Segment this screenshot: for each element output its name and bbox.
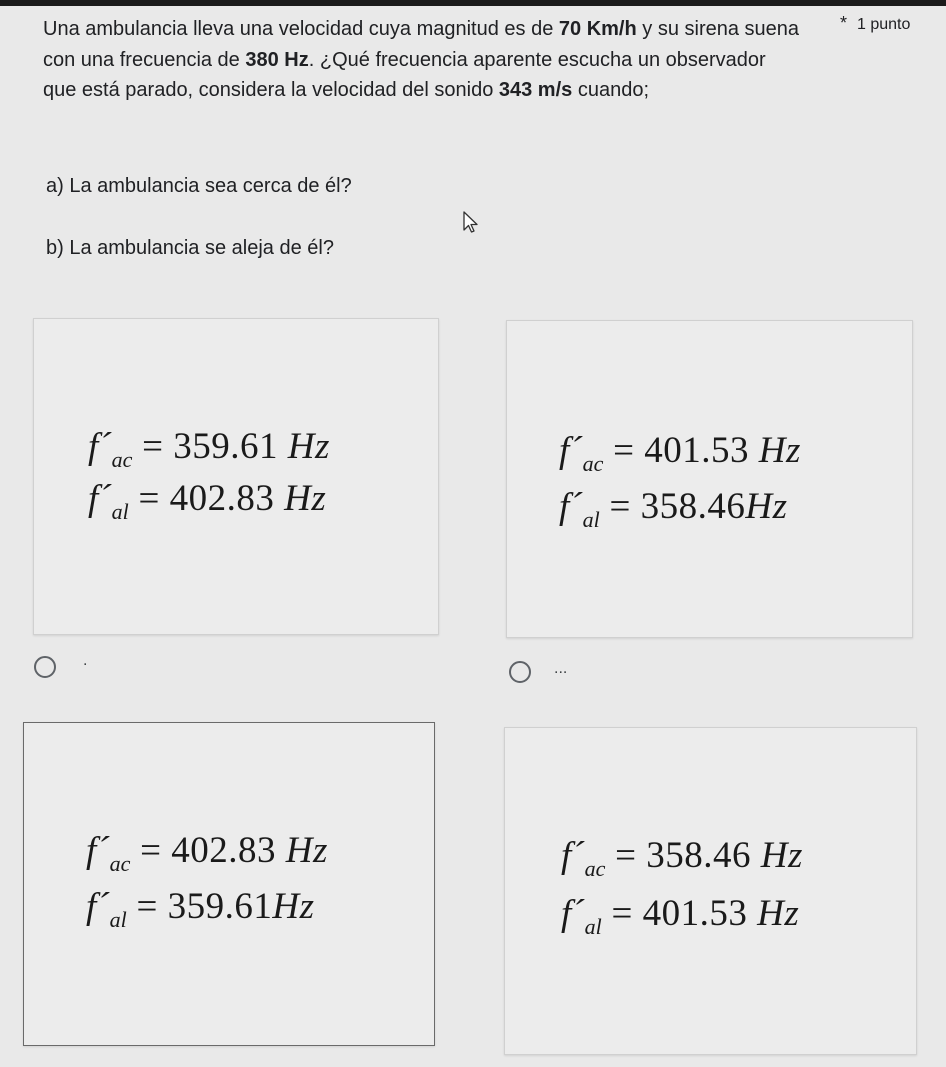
equation-al-1: $f´_{al} = 402.83$ Hz (88, 478, 327, 524)
equation-al-2: $f´_{al} = 358.46Hz$ (559, 486, 788, 532)
required-asterisk: * (840, 13, 848, 33)
option-image-card-1[interactable] (33, 318, 439, 635)
equation-ac-2: $f´_{ac} = 401.53$ Hz (559, 430, 801, 476)
points-label: 1 punto (857, 16, 911, 33)
equation-al-3: $f´_{al} = 359.61Hz$ (86, 886, 315, 932)
option-image-card-2[interactable] (506, 320, 913, 638)
radio-option-1[interactable] (34, 656, 56, 678)
equation-ac-4: $f´_{ac} = 358.46$ Hz (561, 835, 803, 881)
option-image-card-4[interactable] (504, 727, 917, 1055)
equation-ac-3: $f´_{ac} = 402.83$ Hz (86, 830, 328, 876)
equation-al-4: $f´_{al} = 401.53$ Hz (561, 893, 800, 939)
mouse-cursor-icon (462, 210, 482, 236)
radio-label-2: ... (554, 660, 568, 677)
radio-label-1: . (83, 652, 88, 669)
option-image-card-3[interactable] (23, 722, 435, 1046)
top-bar (0, 0, 946, 6)
sub-question-a: a) La ambulancia sea cerca de él? (46, 175, 352, 197)
points-indicator (840, 13, 910, 34)
question-text: Una ambulancia lleva una velocidad cuya magnitud es de 70 Km/h y su sirena suena con una frecuencia de 380 Hz. ¿Qué frecuencia aparente escucha un observador que está parado, considera la velocidad del sonido 343 m/s cuando; (43, 18, 800, 101)
equation-ac-1: $f´_{ac} = 359.61$ Hz (88, 426, 330, 472)
sub-question-b: b) La ambulancia se aleja de él? (46, 237, 334, 259)
radio-option-2[interactable] (509, 661, 531, 683)
